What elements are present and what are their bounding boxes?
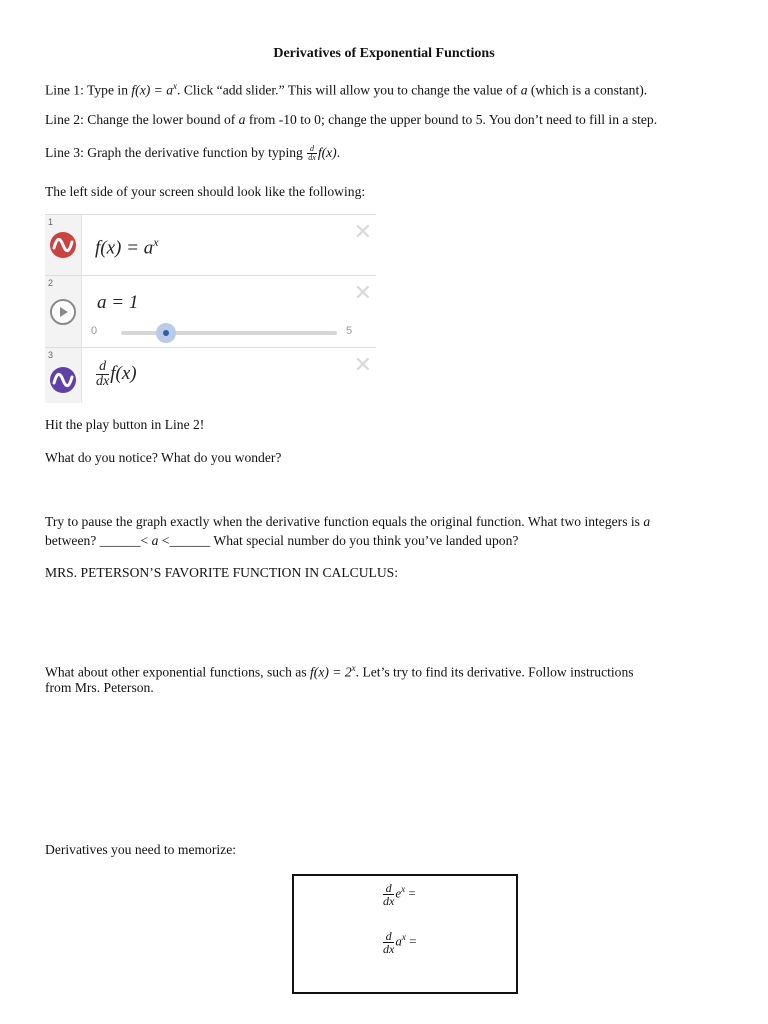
expr1-sup: x bbox=[153, 235, 159, 249]
pause-text-line-1 bbox=[45, 512, 650, 531]
row-number: 1 bbox=[48, 217, 54, 227]
delete-icon[interactable]: ✕ bbox=[353, 280, 372, 305]
favorite-function-heading: MRS. PETERSON’S FAVORITE FUNCTION IN CALCULUS: bbox=[45, 565, 398, 580]
memo2-fraction bbox=[383, 930, 394, 955]
other-line1-text-b: . Let’s try to find its derivative. Follow instructions bbox=[355, 664, 634, 680]
expr3-fraction bbox=[96, 360, 109, 389]
expression-f-of-x[interactable] bbox=[95, 235, 159, 259]
instruction-line-2 bbox=[45, 110, 657, 129]
line1-prefix: Line 1: Type in bbox=[45, 82, 132, 98]
left-side-text: The left side of your screen should look like the following: bbox=[45, 184, 366, 199]
derivative-e-x bbox=[382, 882, 416, 907]
delete-icon[interactable]: ✕ bbox=[353, 219, 372, 244]
row-number: 3 bbox=[48, 350, 54, 360]
frac-denominator: dx bbox=[383, 894, 395, 908]
line1-sup: x bbox=[173, 81, 178, 91]
memo1-sup: x bbox=[401, 884, 406, 895]
memo1-base: e bbox=[395, 885, 402, 901]
graph-color-icon[interactable] bbox=[49, 231, 77, 259]
pause-line2-var: a bbox=[151, 533, 159, 548]
expression-row-2[interactable] bbox=[45, 276, 376, 348]
other-line1-math: f(x) = 2 bbox=[310, 664, 352, 680]
frac-denominator: dx bbox=[308, 153, 316, 163]
memorize-heading: Derivatives you need to memorize: bbox=[45, 842, 237, 857]
graph-color-icon[interactable] bbox=[49, 366, 77, 394]
derivatives-box bbox=[292, 874, 518, 994]
slider-max-label: 5 bbox=[346, 325, 353, 337]
pause-line2-text-a: between? ______< bbox=[45, 533, 152, 548]
other-line1-text-a: What about other exponential functions, such as bbox=[45, 664, 311, 680]
expression-derivative[interactable] bbox=[95, 360, 137, 389]
slider-min-label: 0 bbox=[91, 325, 98, 337]
slider-variable-value[interactable]: a = 1 bbox=[97, 292, 139, 313]
line1-rest-a: . Click “add slider.” This will allow you to change the value of bbox=[177, 82, 521, 98]
instruction-line-1 bbox=[45, 77, 647, 100]
memo1-fraction bbox=[383, 882, 394, 907]
desmos-expression-panel bbox=[45, 214, 376, 403]
frac-numerator: d bbox=[385, 881, 392, 895]
line3-prefix: Line 3: Graph the derivative function by typing bbox=[45, 145, 307, 160]
play-icon[interactable] bbox=[49, 298, 77, 326]
memo2-base: a bbox=[395, 933, 402, 949]
expression-row-3[interactable] bbox=[45, 348, 376, 403]
memo1-equals: = bbox=[408, 885, 416, 901]
line1-var: a bbox=[520, 82, 528, 98]
line2-var: a bbox=[238, 112, 246, 127]
other-line1-sup: x bbox=[351, 663, 356, 673]
slider-track[interactable] bbox=[121, 331, 337, 335]
line1-rest-b: (which is a constant). bbox=[527, 82, 648, 98]
pause-line2-text-b: <______ What special number do you think you’ve landed upon? bbox=[158, 533, 519, 548]
memo2-sup: x bbox=[401, 932, 406, 943]
expr3-text: f(x) bbox=[110, 362, 137, 384]
pause-text-line-2 bbox=[45, 531, 518, 550]
slider-handle[interactable] bbox=[156, 323, 176, 343]
derivative-a-x bbox=[382, 930, 416, 955]
frac-numerator: d bbox=[99, 359, 107, 374]
memo2-equals: = bbox=[409, 933, 417, 949]
line1-math: f(x) = a bbox=[131, 82, 174, 98]
frac-denominator: dx bbox=[383, 942, 395, 956]
frac-numerator: d bbox=[385, 929, 392, 943]
notice-wonder-text: What do you notice? What do you wonder? bbox=[45, 450, 282, 465]
line3-suffix: . bbox=[336, 145, 341, 160]
line2-rest: from -10 to 0; change the upper bound to 5. You don’t need to fill in a step. bbox=[245, 112, 658, 127]
frac-denominator: dx bbox=[96, 374, 110, 389]
expr1-text: f(x) = a bbox=[95, 237, 154, 259]
line3-derivative-fraction bbox=[307, 145, 317, 162]
delete-icon[interactable]: ✕ bbox=[353, 352, 372, 377]
pause-line1-text: Try to pause the graph exactly when the derivative function equals the original function. What two integers is bbox=[45, 514, 644, 529]
row-number: 2 bbox=[48, 278, 54, 288]
line2-prefix: Line 2: Change the lower bound of bbox=[45, 112, 239, 127]
hit-play-text: Hit the play button in Line 2! bbox=[45, 417, 205, 432]
other-functions-line-2: from Mrs. Peterson. bbox=[45, 680, 154, 695]
line3-math: f(x) bbox=[317, 145, 337, 160]
page-title: Derivatives of Exponential Functions bbox=[273, 46, 495, 61]
instruction-line-3 bbox=[45, 143, 340, 162]
frac-numerator: d bbox=[310, 144, 315, 154]
pause-line1-var: a bbox=[643, 514, 651, 529]
expression-row-1[interactable] bbox=[45, 215, 376, 276]
